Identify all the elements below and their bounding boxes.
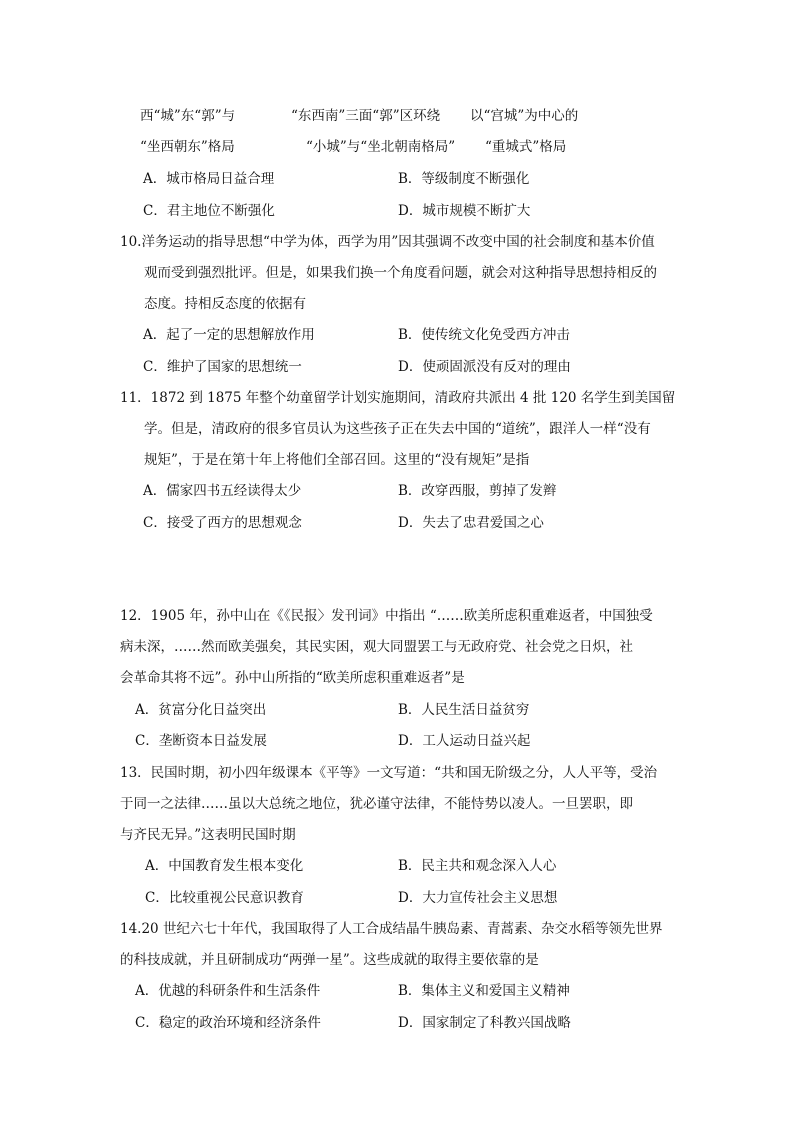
q14-stem-line-1: 14.20 世纪六七十年代，我国取得了人工合成结晶牛胰岛素、青蒿素、杂交水稻等领先世界 (120, 921, 663, 937)
q13-stem-line-3: 与齐民无异。”这表明民国时期 (120, 827, 296, 843)
q9-option-b: B．等级制度不断强化 (398, 171, 530, 187)
q13-stem-line-2: 于同一之法律……虽以大总统之地位，犹必谨守法律，不能恃势以凌人。一旦罢职，即 (120, 796, 633, 812)
diagram-label-6: “重城式”格局 (485, 139, 567, 155)
q12-stem-line-3: 会革命其将不远”。孙中山所指的“欧美所虑积重难返者”是 (120, 670, 465, 686)
q10-option-d: D．使顽固派没有反对的理由 (398, 359, 571, 375)
q11-stem-line-1: 11．1872 到 1875 年整个幼童留学计划实施期间，清政府共派出 4 批 120 名学生到美国留 (120, 390, 676, 406)
q11-option-a: A．儒家四书五经读得太少 (143, 483, 302, 499)
q9-option-c: C．君主地位不断强化 (143, 203, 275, 219)
q11-option-d: D．失去了忠君爱国之心 (398, 515, 544, 531)
q10-option-a: A．起了一定的思想解放作用 (143, 327, 315, 343)
q14-option-c: C．稳定的政治环境和经济条件 (135, 1015, 321, 1031)
diagram-label-4: “坐西朝东”格局 (140, 139, 235, 155)
q14-option-b: B．集体主义和爱国主义精神 (398, 983, 570, 999)
q14-option-a: A．优越的科研条件和生活条件 (135, 983, 321, 999)
q10-stem-line-2: 观而受到强烈批评。但是，如果我们换一个角度看问题，就会对这种指导思想持相反的 (144, 265, 657, 281)
q14-stem-line-2: 的科技成就，并且研制成功“两弹一星”。这些成就的取得主要依靠的是 (120, 952, 539, 968)
q13-stem-line-1: 13．民国时期，初小四年级课本《平等》一文写道：“共和国无阶级之分，人人平等，受治 (120, 765, 658, 781)
q12-stem-line-2: 病未深，……然而欧美强矣，其民实困，观大同盟罢工与无政府党、社会党之日炽，社 (120, 639, 633, 655)
q13-option-d: D．大力宣传社会主义思想 (398, 890, 558, 906)
diagram-label-3: 以“宫城”为中心的 (470, 108, 579, 124)
q11-stem-line-2: 学。但是，清政府的很多官员认为这些孩子正在失去中国的“道统”，跟洋人一样“没有 (144, 421, 651, 437)
q13-option-c: C．比较重视公民意识教育 (145, 890, 304, 906)
q10-stem-line-3: 态度。持相反态度的依据有 (144, 296, 306, 312)
q13-option-a: A．中国教育发生根本变化 (145, 858, 304, 874)
q10-option-c: C．维护了国家的思想统一 (143, 359, 302, 375)
q13-option-b: B．民主共和观念深入人心 (398, 858, 557, 874)
q10-option-b: B．使传统文化免受西方冲击 (398, 327, 570, 343)
q10-stem-line-1: 10.洋务运动的指导思想“中学为体，西学为用”因其强调不改变中国的社会制度和基本价值 (120, 234, 655, 250)
q12-option-a: A．贫富分化日益突出 (135, 702, 267, 718)
q12-option-c: C．垄断资本日益发展 (135, 733, 267, 749)
q11-option-b: B．改穿西服，剪掉了发辫 (398, 483, 557, 499)
q9-option-d: D．城市规模不断扩大 (398, 203, 531, 219)
diagram-label-5: “小城”与“坐北朝南格局” (306, 139, 456, 155)
diagram-label-2: “东西南”三面“郭”区环绕 (291, 108, 441, 124)
q14-option-d: D．国家制定了科教兴国战略 (398, 1015, 571, 1031)
q12-option-d: D．工人运动日益兴起 (398, 733, 531, 749)
q11-option-c: C．接受了西方的思想观念 (143, 515, 302, 531)
q9-option-a: A．城市格局日益合理 (143, 171, 275, 187)
q12-option-b: B．人民生活日益贫穷 (398, 702, 530, 718)
q12-stem-line-1: 12．1905 年，孙中山在《《民报〉发刊词》中指出 “……欧美所虑积重难返者，中国独受 (120, 608, 653, 624)
diagram-label-1: 西“城”东“郭”与 (140, 108, 236, 124)
q11-stem-line-3: 规矩”，于是在第十年上将他们全部召回。这里的“没有规矩”是指 (144, 452, 530, 468)
